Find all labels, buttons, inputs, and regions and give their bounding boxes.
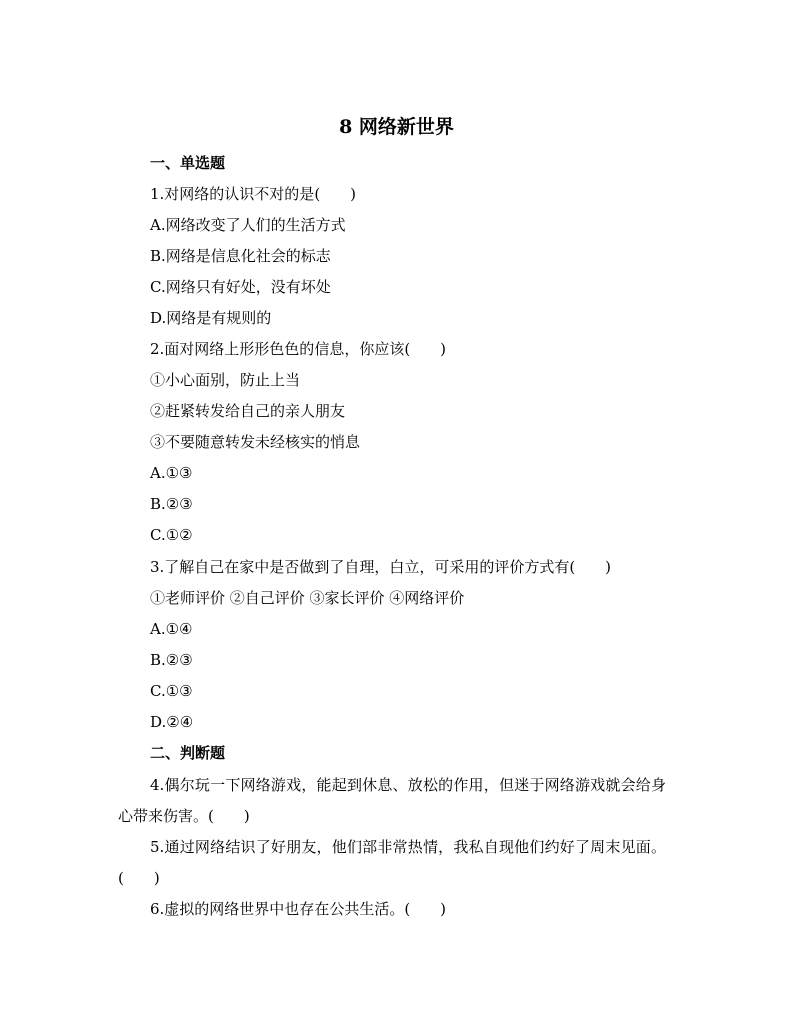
section-heading-single-choice: 一、单选题 [150,154,226,172]
question-1-option-a: A.网络改变了人们的生活方式 [150,216,346,234]
question-3-stem: 3.了解自己在家中是否做到了自理，白立，可采用的评价方式有( ) [150,558,612,576]
question-1-option-d: D.网络是有规则的 [150,309,272,327]
document-title: 8 网络新世界 [339,116,454,138]
question-2-stem: 2.面对网络上形形色色的信息，你应该( ) [150,340,447,358]
question-2-option-b: B.②③ [150,495,193,513]
question-1-option-b: B.网络是信息化社会的标志 [150,247,331,265]
question-3-option-d: D.②④ [150,713,194,731]
question-3-option-b: B.②③ [150,651,193,669]
question-2-item-2: ②赶紧转发给自己的亲人朋友 [150,402,346,420]
section-heading-true-false: 二、判断题 [150,744,226,762]
question-4: 4.偶尔玩一下网络游戏，能起到休息、放松的作用，但迷于网络游戏就会给身心带来伤害。( ) [118,776,666,825]
question-6: 6.虚拟的网络世界中也存在公共生活。( ) [150,900,447,918]
question-2-item-3: ③不要随意转发未经核实的悄息 [150,433,361,451]
question-3-items: ①老师评价 ②自己评价 ③家长评价 ④网络评价 [150,589,465,607]
question-2-item-1: ①小心面别，防止上当 [150,371,301,389]
question-3-option-c: C.①③ [150,682,193,700]
question-1-stem: 1.对网络的认识不对的是( ) [150,185,357,203]
question-1-option-c: C.网络只有好处，没有坏处 [150,278,331,296]
question-2-option-c: C.①② [150,526,193,544]
question-5: 5.通过网络结识了好朋友，他们部非常热情，我私自现他们约好了周末见面。( ) [118,838,666,887]
question-3-option-a: A.①④ [150,620,193,638]
question-2-option-a: A.①③ [150,464,193,482]
